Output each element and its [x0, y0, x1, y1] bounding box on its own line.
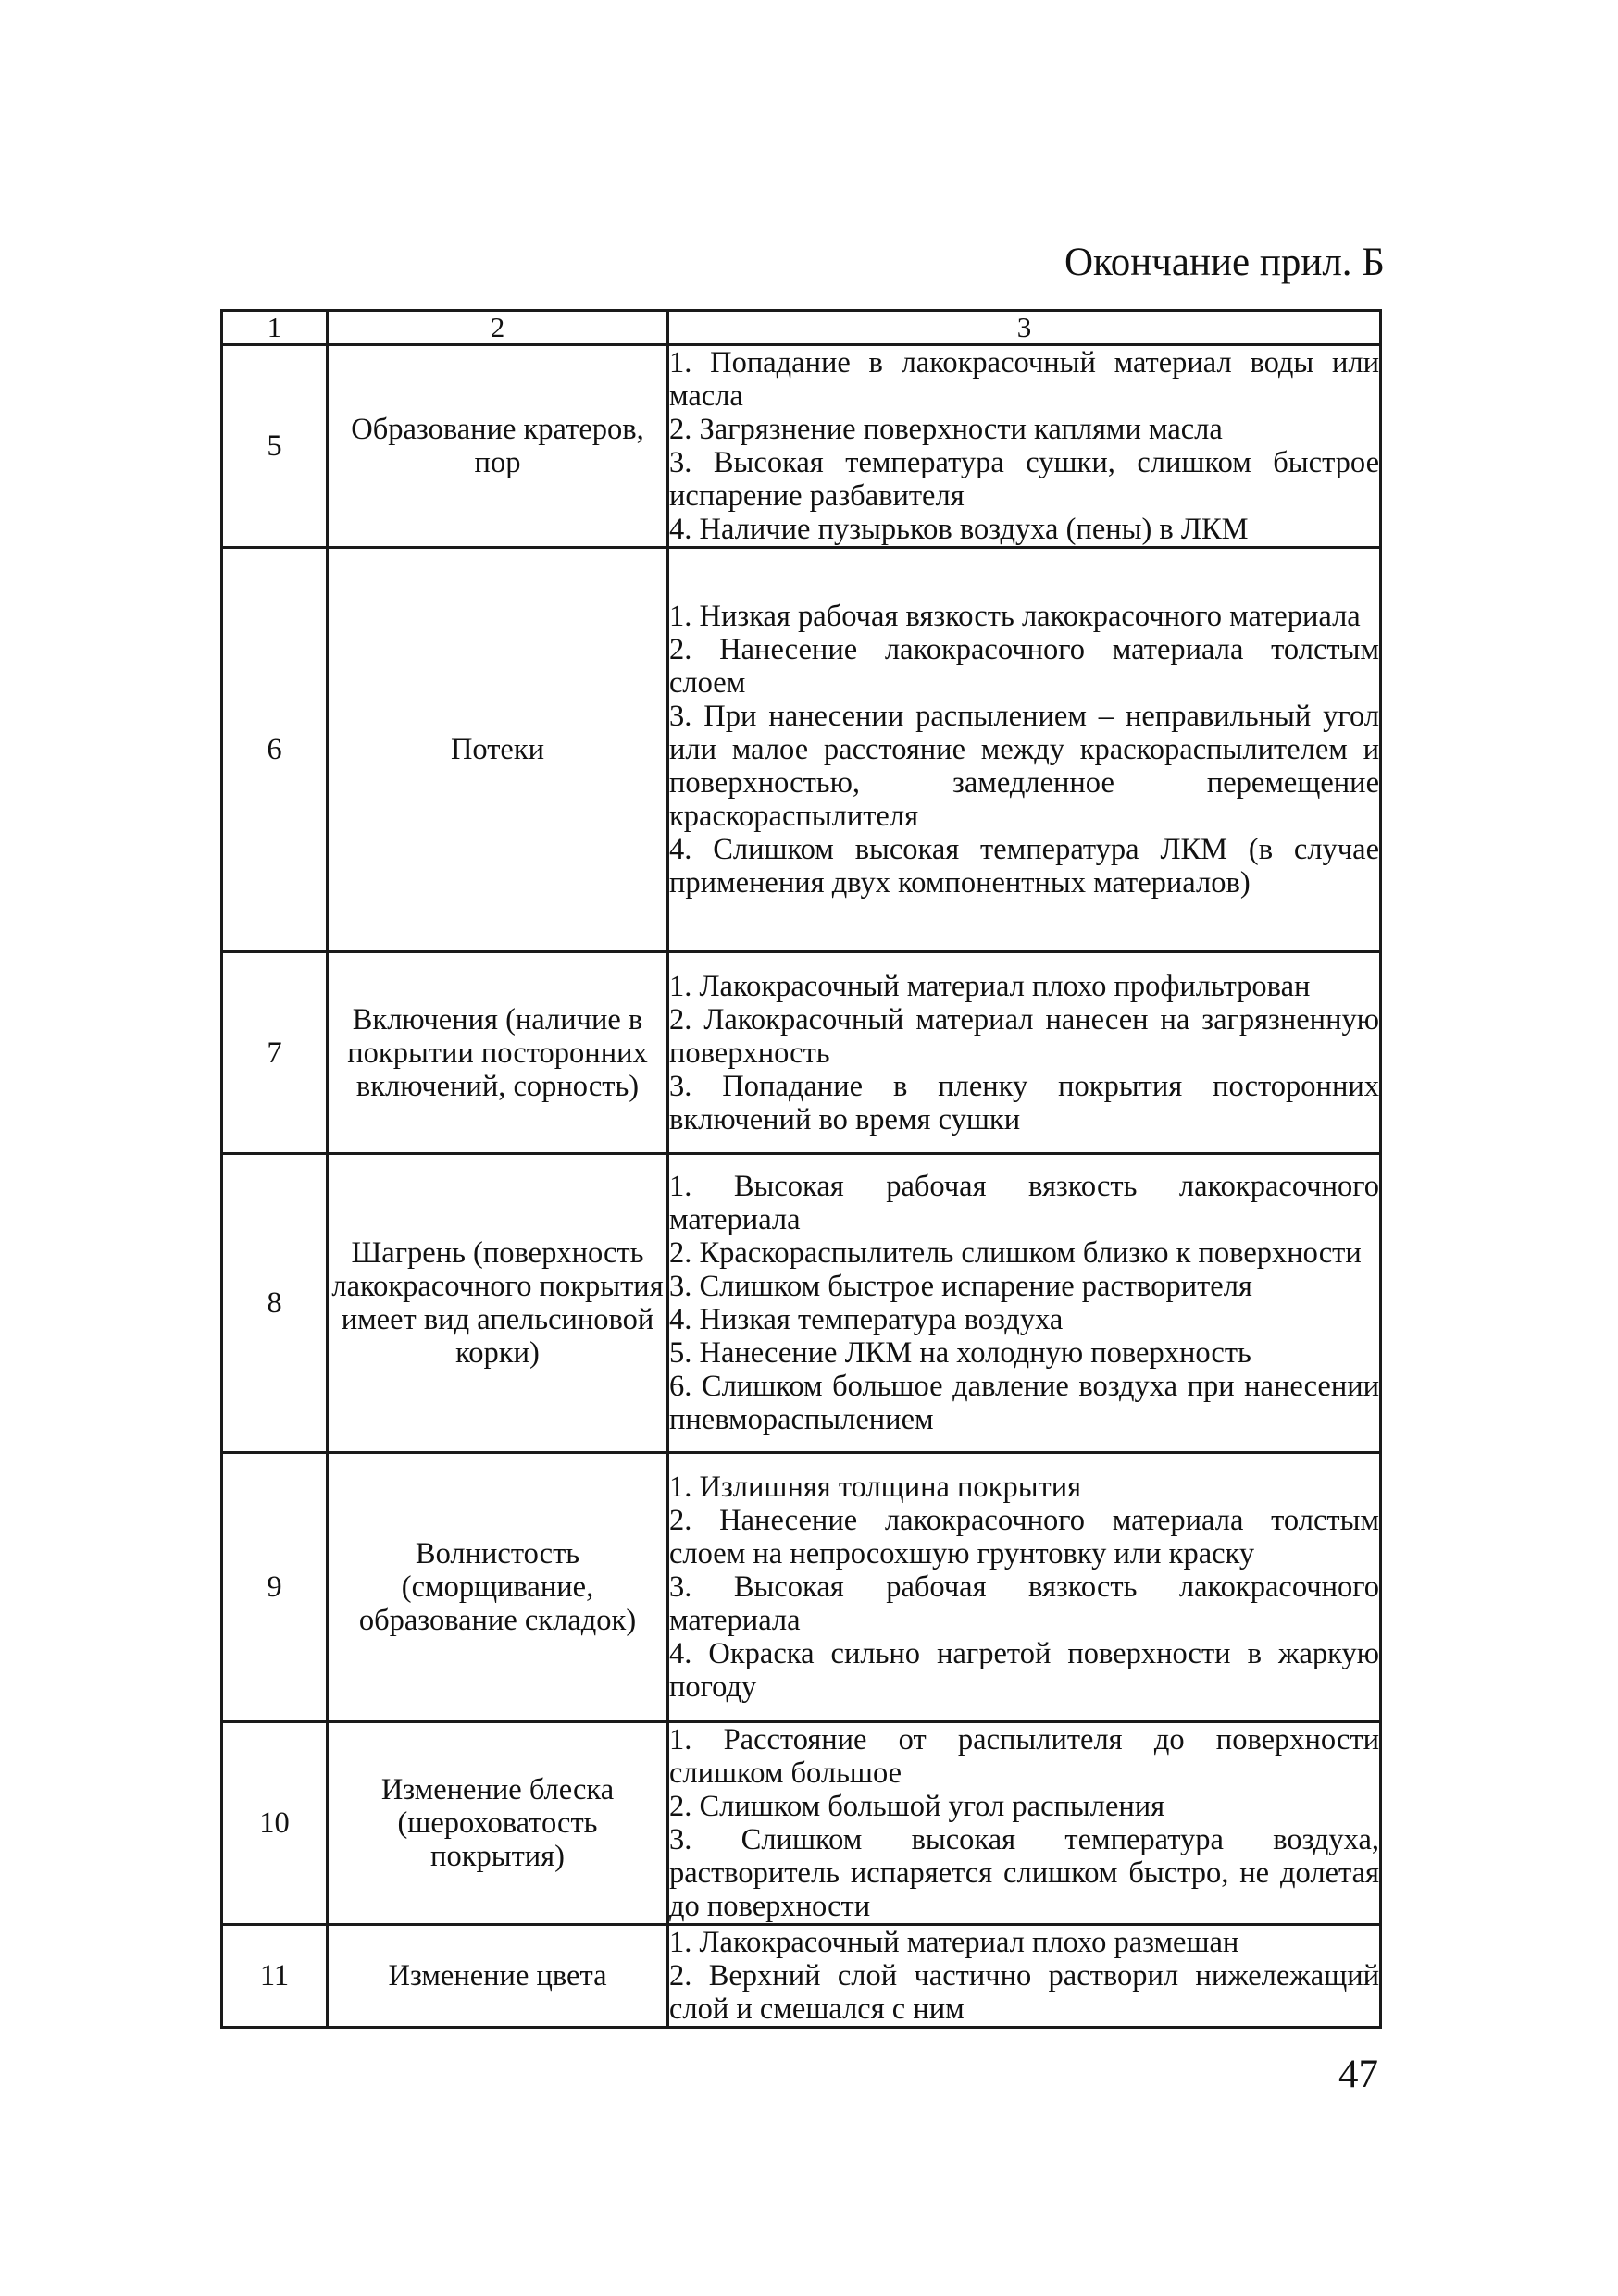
- defect-causes: [668, 548, 1381, 952]
- table-row: [222, 548, 1381, 952]
- cause-item: 3. Слишком высокая температура воздуха, растворитель испаряется слишком быстро, не долетая до поверхности: [669, 1823, 1379, 1923]
- cause-item: 1. Лакокрасочный материал плохо размешан: [669, 1926, 1239, 1959]
- column-header-1: 1: [222, 311, 328, 345]
- cause-item: 1. Низкая рабочая вязкость лакокрасочного материала: [669, 600, 1361, 633]
- cause-item: 4. Слишком высокая температура ЛКМ (в случае применения двух компонентных материалов): [669, 833, 1379, 900]
- table-row: [222, 1925, 1381, 2028]
- cause-item: 2. Слишком большой угол распыления: [669, 1790, 1165, 1823]
- cause-item: 1. Излишняя толщина покрытия: [669, 1471, 1082, 1504]
- table-row: [222, 1722, 1381, 1925]
- defect-causes: [668, 1925, 1381, 2028]
- defect-causes: [668, 1722, 1381, 1925]
- page-number: 47: [1338, 2053, 1378, 2096]
- defect-causes: [668, 1154, 1381, 1453]
- row-number: 8: [222, 1154, 328, 1453]
- cause-item: 2. Краскораспылитель слишком близко к поверхности: [669, 1236, 1362, 1270]
- cause-item: 2. Нанесение лакокрасочного материала толстым слоем: [669, 633, 1379, 700]
- row-number: 7: [222, 952, 328, 1154]
- defect-name: Образование кратеров, пор: [328, 345, 668, 548]
- row-number: 5: [222, 345, 328, 548]
- defect-causes: [668, 345, 1381, 548]
- cause-item: 1. Лакокрасочный материал плохо профильтрован: [669, 969, 1311, 1003]
- defect-name: Шагрень (поверхность лакокрасочного покрытия имеет вид апельсиновой корки): [328, 1154, 668, 1453]
- cause-item: 1. Попадание в лакокрасочный материал воды или масла: [669, 346, 1379, 413]
- cause-item: 3. Высокая температура сушки, слишком быстрое испарение разбавителя: [669, 446, 1379, 513]
- table-header-row: [222, 311, 1381, 345]
- cause-item: 5. Нанесение ЛКМ на холодную поверхность: [669, 1336, 1251, 1370]
- table-row: [222, 345, 1381, 548]
- cause-item: 1. Расстояние от распылителя до поверхности слишком большое: [669, 1723, 1379, 1790]
- cause-item: 3. При нанесении распылением – неправильный угол или малое расстояние между краскораспылителем и поверхностью, замедленное перемещение краскораспылителя: [669, 700, 1379, 833]
- row-number: 6: [222, 548, 328, 952]
- cause-item: 2. Верхний слой частично растворил нижележащий слой и смешался с ним: [669, 1959, 1379, 2026]
- cause-item: 6. Слишком большое давление воздуха при нанесении пневмораспылением: [669, 1370, 1379, 1436]
- defect-name: Изменение цвета: [328, 1925, 668, 2028]
- cause-item: 2. Загрязнение поверхности каплями масла: [669, 413, 1223, 446]
- defect-name: Волнистость (сморщивание, образование складок): [328, 1453, 668, 1722]
- table-row: [222, 1154, 1381, 1453]
- cause-item: 4. Окраска сильно нагретой поверхности в жаркую погоду: [669, 1637, 1379, 1704]
- defects-table: [220, 309, 1382, 2029]
- cause-item: 3. Слишком быстрое испарение растворителя: [669, 1270, 1252, 1303]
- row-number: 11: [222, 1925, 328, 2028]
- column-header-2: 2: [328, 311, 668, 345]
- cause-item: 4. Наличие пузырьков воздуха (пены) в ЛКМ: [669, 513, 1249, 546]
- column-header-3: 3: [668, 311, 1381, 345]
- cause-item: 3. Попадание в пленку покрытия посторонних включений во время сушки: [669, 1069, 1379, 1136]
- defect-causes: [668, 1453, 1381, 1722]
- defect-name: Потеки: [328, 548, 668, 952]
- cause-item: 2. Лакокрасочный материал нанесен на загрязненную поверхность: [669, 1002, 1379, 1070]
- continuation-caption: Окончание прил. Б: [1064, 241, 1385, 284]
- cause-item: 4. Низкая температура воздуха: [669, 1303, 1064, 1336]
- defect-name: Изменение блеска (шероховатость покрытия): [328, 1722, 668, 1925]
- cause-item: 3. Высокая рабочая вязкость лакокрасочного материала: [669, 1570, 1379, 1637]
- defect-causes: [668, 952, 1381, 1154]
- defect-name: Включения (наличие в покрытии посторонних включений, сорность): [328, 952, 668, 1154]
- row-number: 10: [222, 1722, 328, 1925]
- row-number: 9: [222, 1453, 328, 1722]
- table-row: [222, 952, 1381, 1154]
- cause-item: 2. Нанесение лакокрасочного материала толстым слоем на непросохшую грунтовку или краску: [669, 1504, 1379, 1570]
- cause-item: 1. Высокая рабочая вязкость лакокрасочного материала: [669, 1170, 1379, 1236]
- table-row: [222, 1453, 1381, 1722]
